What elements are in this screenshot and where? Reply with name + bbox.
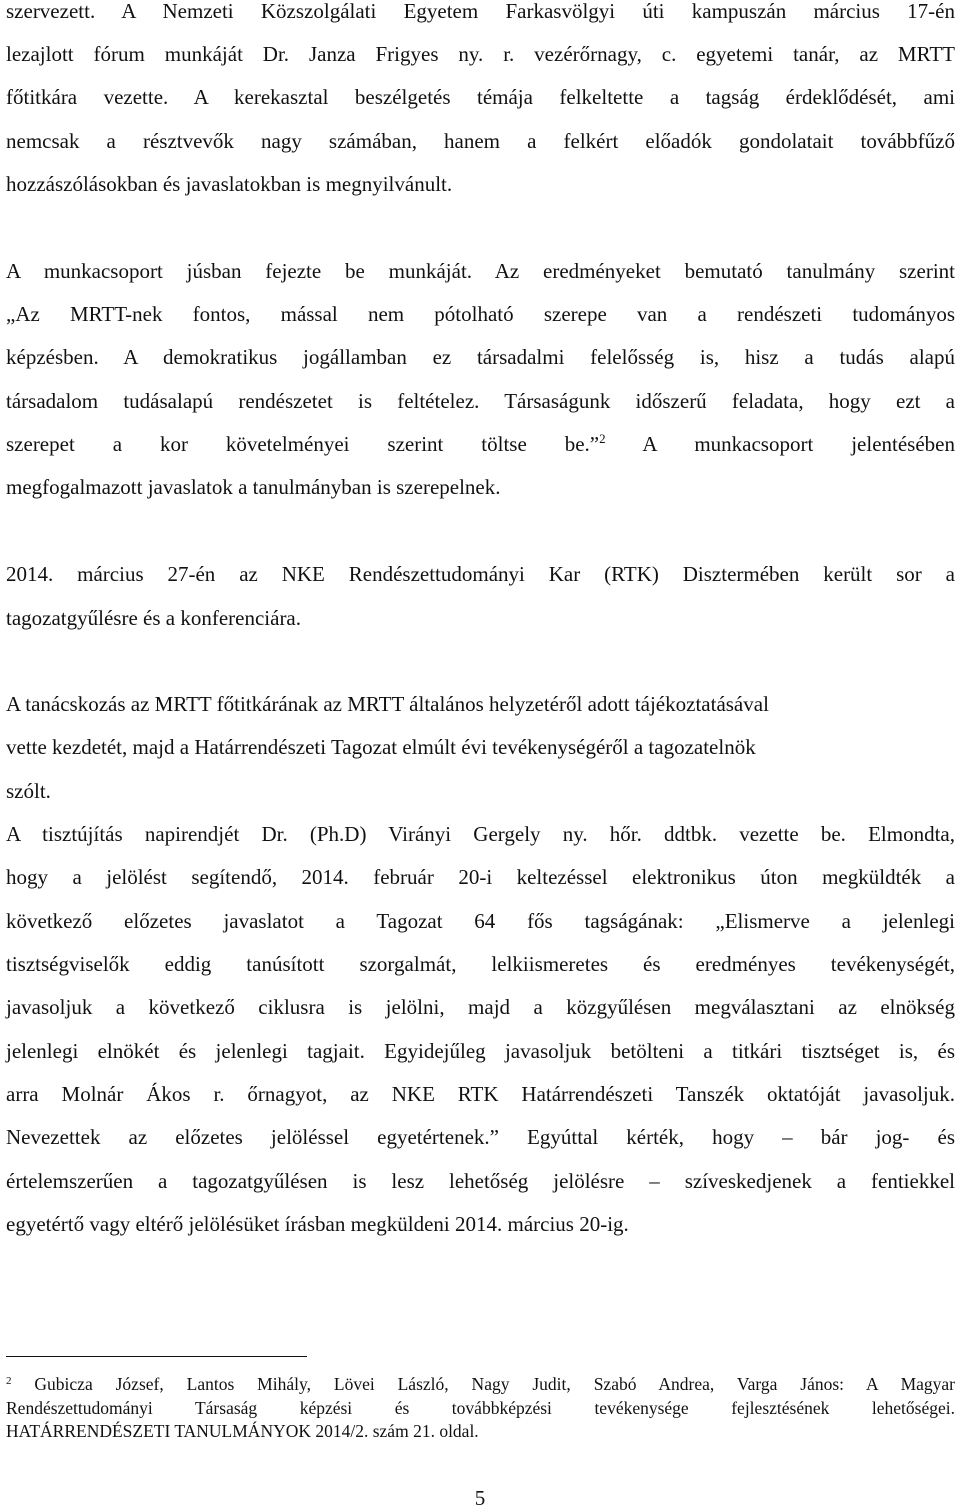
page-number: 5: [474, 1486, 486, 1510]
text-line: A tisztújítás napirendjét Dr. (Ph.D) Virányi Gergely ny. hőr. ddtbk. vezette be. Elmondta,: [6, 822, 955, 846]
text-line: hogy a jelölést segítendő, 2014. február 20-i keltezéssel elektronikus úton megküldték a: [6, 865, 955, 889]
footnote-number: 2: [6, 1375, 12, 1387]
text-line: nemcsak a résztvevők nagy számában, hanem a felkért előadók gondolatait továbbfűző: [6, 129, 955, 153]
text-line: A tanácskozás az MRTT főtitkárának az MRTT általános helyzetéről adott tájékoztatásával: [6, 692, 769, 716]
text-line: hozzászólásokban és javaslatokban is megnyilvánult.: [6, 172, 453, 196]
text-line: szólt.: [6, 779, 51, 803]
footnote-line: Rendészettudományi Társaság képzési és továbbképzési tevékenysége fejlesztésének lehetőségei.: [6, 1398, 955, 1418]
text-line: értelemszerűen a tagozatgyűlésen is lesz lehetőség jelölésre – szíveskedjenek a fentiekkel: [6, 1169, 955, 1193]
text-line: jelenlegi elnökét és jelenlegi tagjait. Egyidejűleg javasoljuk betölteni a titkári tisztséget is, és: [6, 1039, 955, 1063]
text-line: A munkacsoport júsban fejezte be munkáját. Az eredményeket bemutató tanulmány szerint: [6, 259, 955, 283]
footnote-text: Gubicza József, Lantos Mihály, Lövei László, Nagy Judit, Szabó Andrea, Varga János: A Magyar: [11, 1374, 955, 1394]
text-line: társadalom tudásalapú rendészetet is feltételez. Társaságunk időszerű feladata, hogy ezt a: [6, 389, 955, 413]
text-line: vette kezdetét, majd a Határrendészeti Tagozat elmúlt évi tevékenységéről a tagozatelnök: [6, 735, 756, 759]
footnote-line: HATÁRRENDÉSZETI TANULMÁNYOK 2014/2. szám 21. oldal.: [6, 1421, 479, 1441]
text-line: „Az MRTT-nek fontos, mással nem pótolható szerepe van a rendészeti tudományos: [6, 302, 955, 326]
footnote-reference[interactable]: 2: [599, 431, 606, 446]
text-line: tisztségviselők eddig tanúsított szorgalmát, lelkiismeretes és eredményes tevékenységét,: [6, 952, 955, 976]
text-line: megfogalmazott javaslatok a tanulmányban is szerepelnek.: [6, 475, 501, 499]
footnote-line: [6, 1374, 955, 1394]
footnote-separator: [6, 1356, 307, 1357]
text-line: 2014. március 27-én az NKE Rendészettudományi Kar (RTK) Disztermében került sor a: [6, 562, 955, 586]
text-line: egyetértő vagy eltérő jelölésüket írásban megküldeni 2014. március 20-ig.: [6, 1212, 629, 1236]
text-line: javasoljuk a következő ciklusra is jelölni, majd a közgyűlésen megválasztani az elnökség: [6, 995, 955, 1019]
text-line: következő előzetes javaslatot a Tagozat 64 fős tagságának: „Elismerve a jelenlegi: [6, 909, 955, 933]
text-segment: szerepet a kor követelményei szerint töltse be.”: [6, 432, 600, 456]
text-line: lezajlott fórum munkáját Dr. Janza Frigyes ny. r. vezérőrnagy, c. egyetemi tanár, az MRTT: [6, 42, 955, 66]
text-line: szervezett. A Nemzeti Közszolgálati Egyetem Farkasvölgyi úti kampuszán március 17-én: [6, 0, 955, 23]
text-line-with-footnote: [6, 432, 955, 456]
text-line: tagozatgyűlésre és a konferenciára.: [6, 606, 302, 630]
text-line: főtitkára vezette. A kerekasztal beszélgetés témája felkeltette a tagság érdeklődését, ami: [6, 85, 955, 109]
text-line: arra Molnár Ákos r. őrnagyot, az NKE RTK Határrendészeti Tanszék oktatóját javasoljuk.: [6, 1082, 955, 1106]
text-line: képzésben. A demokratikus jogállamban ez társadalmi felelősség is, hisz a tudás alapú: [6, 345, 955, 369]
text-segment: A munkacsoport jelentésében: [605, 432, 955, 456]
text-line: Nevezettek az előzetes jelöléssel egyetértenek.” Egyúttal kérték, hogy – bár jog- és: [6, 1125, 955, 1149]
